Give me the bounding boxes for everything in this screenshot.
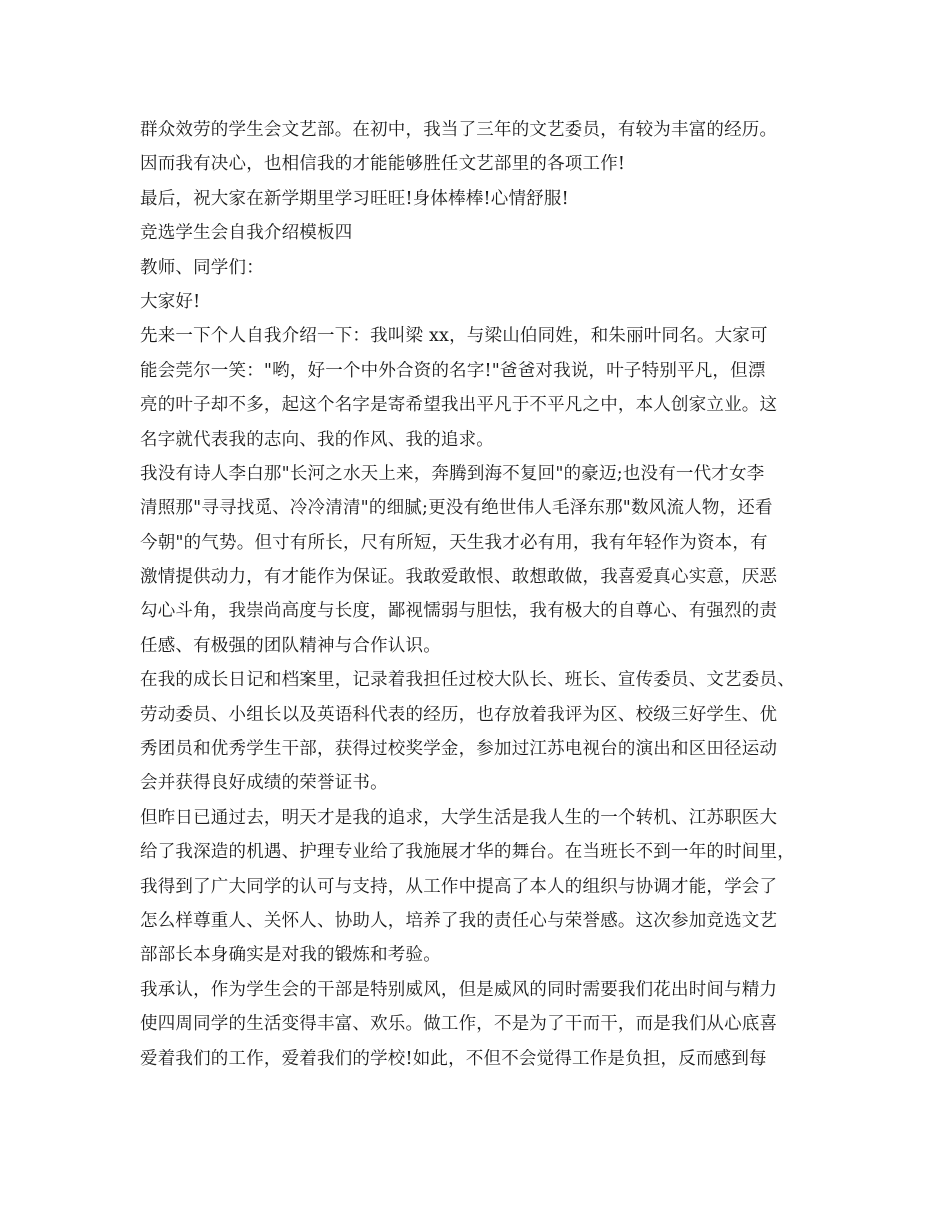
document-body [140, 113, 820, 1076]
section-heading: 竞选学生会自我介绍模板四 [140, 223, 353, 244]
text-line: 任感、有极强的团队精神与合作认识。 [140, 635, 441, 656]
text-line: 清照那"寻寻找觅、冷冷清清"的细腻;更没有绝世伟人毛泽东那"数风流人物，还看 [140, 498, 773, 519]
text-line: 部部长本身确实是对我的锻炼和考验。 [140, 945, 441, 966]
text-line: 但昨日已通过去，明天才是我的追求，大学生活是我人生的一个转机、江苏职医大 [140, 807, 778, 828]
text-line: 名字就代表我的志向、我的作风、我的追求。 [140, 429, 494, 450]
text-line: 我得到了广大同学的认可与支持，从工作中提高了本人的组织与协调才能，学会了 [140, 876, 778, 897]
text-line: 给了我深造的机遇、护理专业给了我施展才华的舞台。在当班长不到一年的时间里， [140, 842, 795, 863]
text-line: 群众效劳的学生会文艺部。在初中，我当了三年的文艺委员，有较为丰富的经历。 [140, 120, 778, 140]
text-line: 爱着我们的工作，爱着我们的学校!如此，不但不会觉得工作是负担，反而感到每 [140, 1048, 767, 1069]
text-line: 怎么样尊重人、关怀人、协助人，培养了我的责任心与荣誉感。这次参加竞选文艺 [140, 910, 778, 931]
text-line: 会并获得良好成绩的荣誉证书。 [140, 773, 388, 794]
text-line: 勾心斗角，我崇尚高度与长度，鄙视懦弱与胆怯，我有极大的自尊心、有强烈的责 [140, 601, 778, 622]
text-line: 今朝"的气势。但寸有所长，尺有所短，天生我才必有用，我有年轻作为资本，有 [140, 532, 768, 553]
text-line: 使四周同学的生活变得丰富、欢乐。做工作，不是为了干而干，而是我们从心底喜 [140, 1014, 778, 1035]
text-line: 秀团员和优秀学生干部，获得过校奖学金，参加过江苏电视台的演出和区田径运动 [140, 739, 778, 760]
text-line: 能会莞尔一笑："哟，好一个中外合资的名字!"爸爸对我说，叶子特别平凡，但漂 [140, 360, 766, 381]
greeting: 大家好! [140, 291, 201, 312]
text-line: 劳动委员、小组长以及英语科代表的经历，也存放着我评为区、校级三好学生、优 [140, 704, 778, 725]
text-line: 我承认，作为学生会的干部是特别威风，但是威风的同时需要我们花出时间与精力 [140, 979, 778, 1000]
text-line: 在我的成长日记和档案里，记录着我担任过校大队长、班长、宣传委员、文艺委员、 [140, 670, 795, 691]
text-line: 最后，祝大家在新学期里学习旺旺!身体棒棒!心情舒服! [140, 188, 569, 209]
text-line: 亮的叶子却不多，起这个名字是寄希望我出平凡于不平凡之中，本人创家立业。这 [140, 395, 778, 416]
text-line: 因而我有决心，也相信我的才能能够胜任文艺部里的各项工作! [140, 154, 626, 175]
text-line: 我没有诗人李白那"长河之水天上来，奔腾到海不复回"的豪迈;也没有一代才女李 [140, 463, 765, 484]
text-line: 激情提供动力，有才能作为保证。我敢爱敢恨、敢想敢做，我喜爱真心实意，厌恶 [140, 567, 778, 588]
salutation: 教师、同学们： [140, 257, 264, 278]
text-line: 先来一下个人自我介绍一下：我叫梁 xx，与梁山伯同姓，和朱丽叶同名。大家可 [140, 326, 768, 347]
